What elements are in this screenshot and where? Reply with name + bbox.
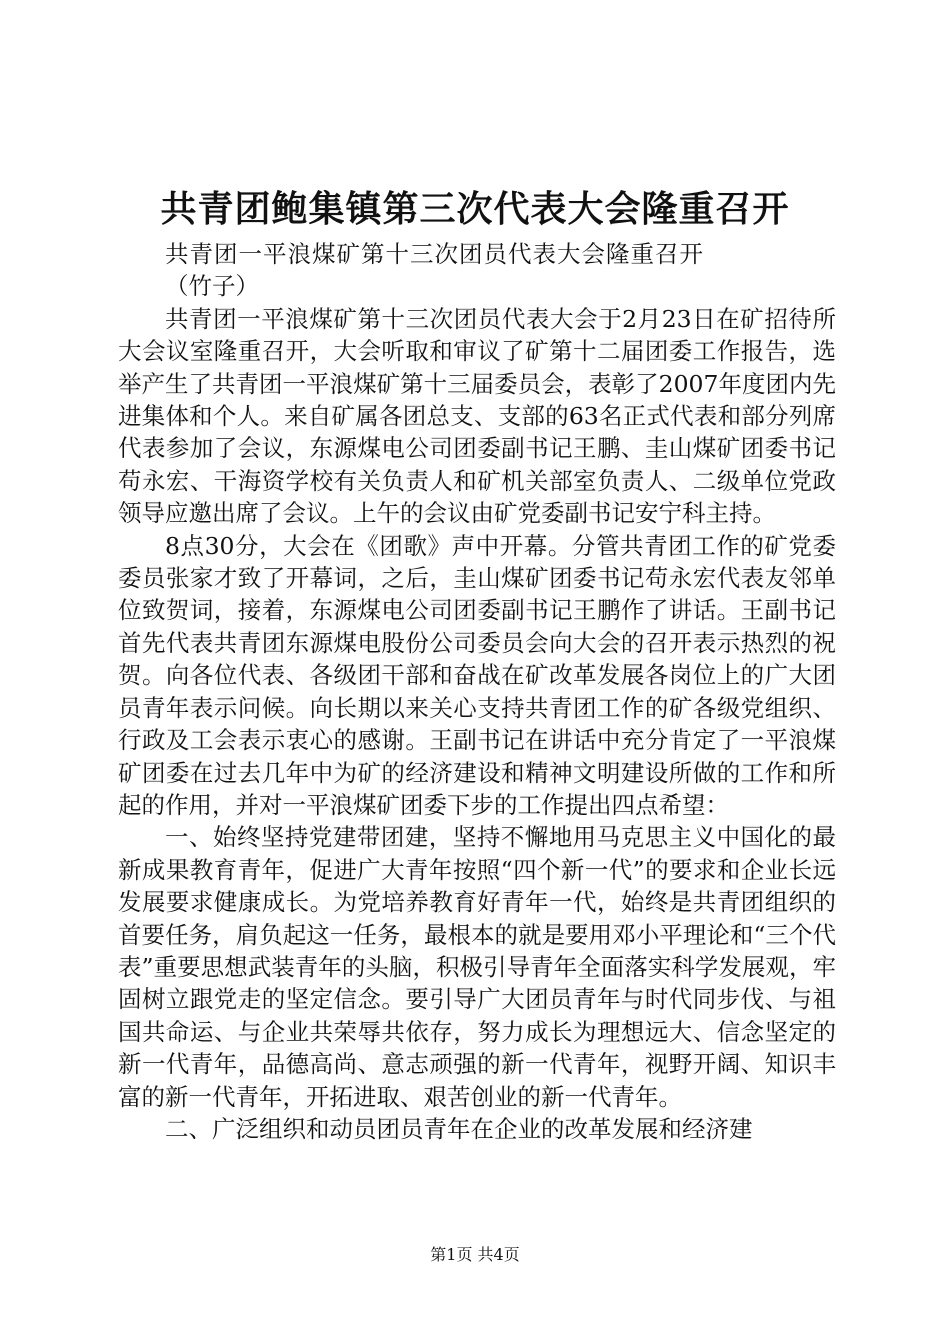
paragraph: 共青团一平浪煤矿第十三次团员代表大会于2月23日在矿招待所大会议室隆重召开，大会听取和审议了矿第十二届团委工作报告，选举产生了共青团一平浪煤矿第十三届委员会，表彰了2007年度团内先进集体和个人。来自矿属各团总支、支部的63名正式代表和部分列席代表参加了会议，东源煤电公司团委副书记王鹏、圭山煤矿团委书记苟永宏、干海资学校有关负责人和矿机关部室负责人、二级单位党政领导应邀出席了会议。上午的会议由矿党委副书记安宁科主持。	[118, 304, 836, 528]
paragraph: 8点30分，大会在《团歌》声中开幕。分管共青团工作的矿党委委员张家才致了开幕词，之后，圭山煤矿团委书记苟永宏代表友邻单位致贺词，接着，东源煤电公司团委副书记王鹏作了讲话。王副书记首先代表共青团东源煤电股份公司委员会向大会的召开表示热烈的祝贺。向各位代表、各级团干部和奋战在矿改革发展各岗位上的广大团员青年表示问候。向长期以来关心支持共青团工作的矿各级党组织、行政及工会表示衷心的感谢。王副书记在讲话中充分肯定了一平浪煤矿团委在过去几年中为矿的经济建设和精神文明建设所做的工作和所起的作用，并对一平浪煤矿团委下步的工作提出四点希望：	[118, 531, 836, 819]
document-subtitle: 共青团一平浪煤矿第十三次团员代表大会隆重召开	[165, 240, 704, 268]
document-body	[118, 238, 836, 1145]
paragraph: 二、广泛组织和动员团员青年在企业的改革发展和经济建	[165, 1114, 753, 1143]
page-number: 第1页 共4页	[430, 1245, 520, 1264]
document-author: （竹子）	[165, 272, 259, 301]
paragraph: 一、始终坚持党建带团建，坚持不懈地用马克思主义中国化的最新成果教育青年，促进广大青年按照“四个新一代”的要求和企业长远发展要求健康成长。为党培养教育好青年一代，始终是共青团组织的首要任务，肩负起这一任务，最根本的就是要用邓小平理论和“三个代表”重要思想武装青年的头脑，积极引导青年全面落实科学发展观，牢固树立跟党走的坚定信念。要引导广大团员青年与时代同步伐、与祖国共命运、与企业共荣辱共依存，努力成长为理想远大、信念坚定的新一代青年，品德高尚、意志顽强的新一代青年，视野开阔、知识丰富的新一代青年，开拓进取、艰苦创业的新一代青年。	[118, 823, 836, 1111]
page-footer	[0, 1244, 950, 1266]
document-title: 共青团鲍集镇第三次代表大会隆重召开	[160, 188, 790, 230]
